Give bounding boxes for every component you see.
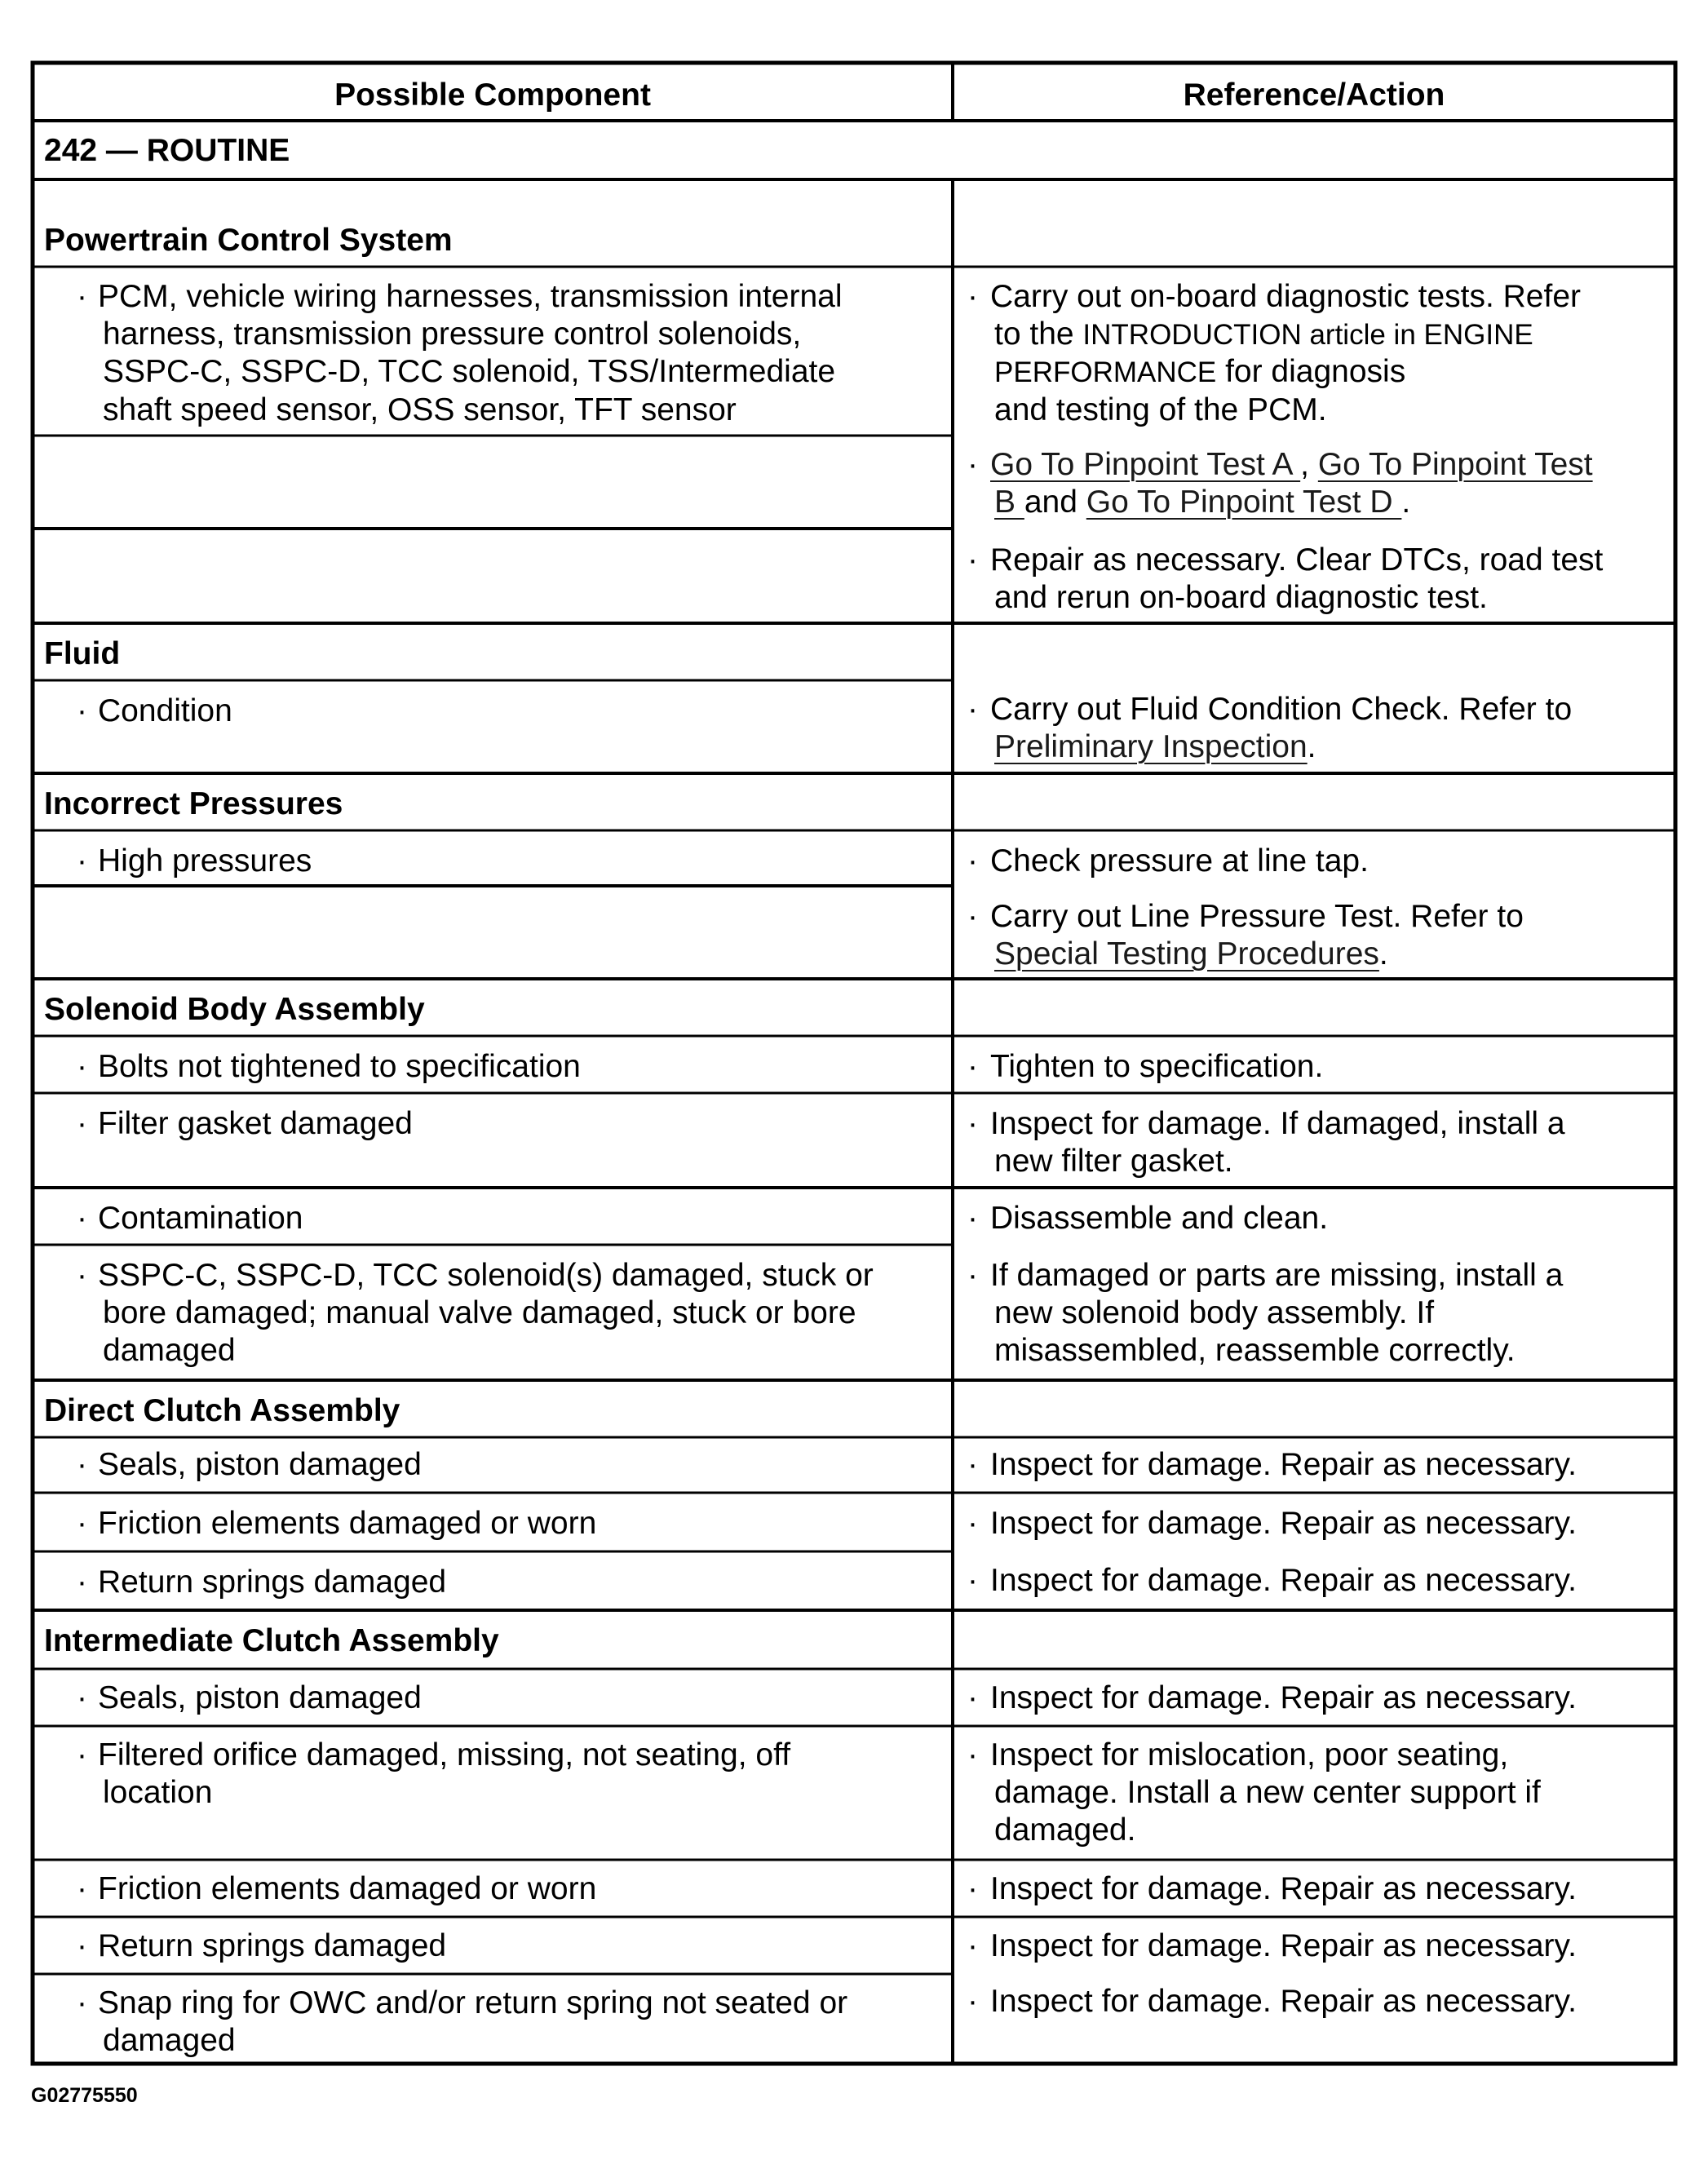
component-line: PCM, vehicle wiring harnesses, transmission internal (98, 279, 843, 314)
component-line: High pressures (98, 843, 312, 878)
action-line: Carry out on-board diagnostic tests. Refer (990, 279, 1582, 314)
bullet: · (77, 1049, 87, 1084)
bullet: · (967, 447, 978, 482)
action-line: misassembled, reassemble correctly. (994, 1333, 1516, 1368)
component-line: damaged (103, 2023, 236, 2058)
bullet: · (967, 1049, 978, 1084)
bullet: · (967, 1928, 978, 1963)
bullet: · (77, 1680, 87, 1715)
component-line: Friction elements damaged or worn (98, 1871, 597, 1906)
action-line (994, 728, 1316, 766)
bullet: · (77, 1928, 87, 1963)
action-line (990, 445, 1593, 484)
section-intermediate-clutch-assembly: Intermediate Clutch Assembly (44, 1623, 499, 1658)
component-line: Filtered orifice damaged, missing, not seating, off (98, 1737, 791, 1772)
figure-id: G02775550 (31, 2084, 138, 2107)
action-line: and testing of the PCM. (994, 392, 1327, 427)
action-text: . (1401, 485, 1411, 520)
action-text: . (1307, 729, 1316, 764)
section-powertrain-control-system: Powertrain Control System (44, 223, 453, 258)
action-line: Disassemble and clean. (990, 1201, 1329, 1236)
bullet: · (967, 1737, 978, 1772)
component-line: Seals, piston damaged (98, 1680, 422, 1715)
component-line: Seals, piston damaged (98, 1447, 422, 1482)
bullet: · (77, 1564, 87, 1600)
special-testing-procedures-link[interactable]: Special Testing Procedures (994, 936, 1379, 971)
action-line: Repair as necessary. Clear DTCs, road test (990, 542, 1604, 578)
pinpoint-test-b-link[interactable]: Go To Pinpoint Test (1317, 447, 1593, 482)
bullet: · (77, 843, 87, 878)
bullet: · (77, 1871, 87, 1906)
action-line: Inspect for damage. Repair as necessary. (990, 1871, 1577, 1906)
bullet: · (967, 1201, 978, 1236)
bullet: · (967, 899, 978, 934)
bullet: · (967, 279, 978, 314)
section-fluid: Fluid (44, 636, 121, 671)
action-line: damaged. (994, 1812, 1136, 1848)
bullet: · (967, 542, 978, 578)
action-line: Inspect for mislocation, poor seating, (990, 1737, 1509, 1772)
bullet: · (77, 279, 87, 314)
component-line: SSPC-C, SSPC-D, TCC solenoid, TSS/Intermediate (103, 354, 836, 389)
bullet: · (967, 1871, 978, 1906)
action-line: Inspect for damage. Repair as necessary. (990, 1984, 1577, 2019)
pinpoint-test-a-link[interactable]: Go To Pinpoint Test A (990, 447, 1301, 482)
component-line: Return springs damaged (98, 1564, 447, 1600)
action-line: Tighten to specification. (990, 1049, 1324, 1084)
action-line: new solenoid body assembly. If (994, 1295, 1435, 1330)
component-line: Filter gasket damaged (98, 1106, 413, 1141)
bullet: · (77, 693, 87, 728)
bullet: · (77, 1737, 87, 1772)
bullet: · (967, 1506, 978, 1541)
component-line: damaged (103, 1333, 236, 1368)
action-line (994, 352, 1405, 392)
section-direct-clutch-assembly: Direct Clutch Assembly (44, 1393, 400, 1428)
preliminary-inspection-link[interactable]: Preliminary Inspection (994, 729, 1308, 764)
action-line: Inspect for damage. Repair as necessary. (990, 1928, 1577, 1963)
action-text: to the (994, 316, 1083, 352)
component-line: Contamination (98, 1201, 303, 1236)
action-text: and (1024, 485, 1086, 520)
bullet: · (967, 1447, 978, 1482)
column-header-action: Reference/Action (1183, 77, 1445, 113)
action-reference-text: INTRODUCTION article in ENGINE (1082, 319, 1533, 351)
action-line: If damaged or parts are missing, install a (990, 1258, 1564, 1293)
bullet: · (77, 1106, 87, 1141)
action-line: Inspect for damage. Repair as necessary. (990, 1506, 1577, 1541)
column-header-component: Possible Component (334, 77, 651, 113)
pinpoint-test-d-link[interactable]: Go To Pinpoint Test D (1086, 485, 1402, 520)
action-line: Inspect for damage. Repair as necessary. (990, 1680, 1577, 1715)
section-solenoid-body-assembly: Solenoid Body Assembly (44, 992, 425, 1027)
component-line: harness, transmission pressure control solenoids, (103, 316, 802, 352)
bullet: · (967, 1563, 978, 1598)
component-line: Bolts not tightened to specification (98, 1049, 581, 1084)
bullet: · (77, 1258, 87, 1293)
action-text: for diagnosis (1216, 354, 1406, 389)
bullet: · (967, 1106, 978, 1141)
action-line: Inspect for damage. Repair as necessary. (990, 1447, 1577, 1482)
bullet: · (77, 1506, 87, 1541)
action-line: damage. Install a new center support if (994, 1775, 1541, 1810)
bullet: · (967, 1258, 978, 1293)
action-line: new filter gasket. (994, 1144, 1233, 1179)
component-line: Snap ring for OWC and/or return spring not seated or (98, 1985, 848, 2020)
component-line: shaft speed sensor, OSS sensor, TFT sensor (103, 392, 737, 427)
action-line (994, 483, 1410, 521)
bullet: · (967, 692, 978, 727)
component-line: Return springs damaged (98, 1928, 447, 1963)
bullet: · (967, 843, 978, 878)
action-line (994, 315, 1533, 354)
component-line: bore damaged; manual valve damaged, stuck or bore (103, 1295, 856, 1330)
component-line: location (103, 1775, 213, 1810)
action-line: Carry out Line Pressure Test. Refer to (990, 899, 1524, 934)
action-line (994, 935, 1388, 973)
action-line: Check pressure at line tap. (990, 843, 1369, 878)
pinpoint-test-b-link-continued[interactable]: B (994, 485, 1024, 520)
bullet: · (77, 1985, 87, 2020)
action-text: , (1300, 447, 1318, 482)
bullet: · (967, 1680, 978, 1715)
action-reference-text: PERFORMANCE (994, 356, 1217, 388)
component-line: Friction elements damaged or worn (98, 1506, 597, 1541)
action-line: and rerun on-board diagnostic test. (994, 580, 1488, 615)
section-incorrect-pressures: Incorrect Pressures (44, 786, 343, 821)
action-line: Inspect for damage. If damaged, install a (990, 1106, 1565, 1141)
action-line: Inspect for damage. Repair as necessary. (990, 1563, 1577, 1598)
action-line: Carry out Fluid Condition Check. Refer to (990, 692, 1573, 727)
bullet: · (77, 1447, 87, 1482)
component-line: Condition (98, 693, 232, 728)
action-text: . (1378, 936, 1388, 971)
bullet: · (967, 1984, 978, 2019)
bullet: · (77, 1201, 87, 1236)
component-line: SSPC-C, SSPC-D, TCC solenoid(s) damaged, stuck or (98, 1258, 874, 1293)
routine-title: 242 — ROUTINE (44, 133, 290, 168)
